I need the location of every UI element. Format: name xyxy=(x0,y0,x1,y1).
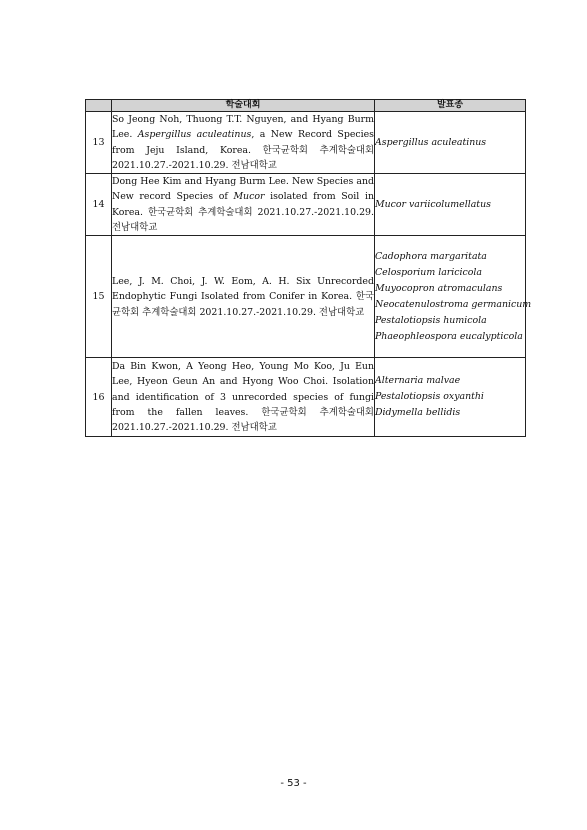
row-number: 16 xyxy=(86,358,112,437)
species-name: Alternaria malvae xyxy=(375,375,461,387)
species-name: Cadophora margaritata xyxy=(375,250,487,262)
species-name: Pestalotiopsis humicola xyxy=(375,314,487,326)
table-header-row xyxy=(86,100,526,112)
species-name: Phaeophleospora eucalypticola xyxy=(375,330,523,342)
species-name: Neocatenulostroma germanicum xyxy=(375,298,532,310)
header-species: 발표종 xyxy=(375,100,526,112)
species-name: Muyocopron atromaculans xyxy=(375,282,503,294)
desc-italic-text: Aspergillus aculeatinus xyxy=(137,129,252,141)
row-number: 14 xyxy=(86,174,112,236)
species-name: Pestalotiopsis oxyanthi xyxy=(375,391,484,403)
page-number: - 53 - xyxy=(280,778,307,789)
species-name: Didymella bellidis xyxy=(375,407,461,419)
species-name: Aspergillus aculeatinus xyxy=(375,136,487,148)
row-species xyxy=(375,174,526,236)
desc-italic-text: Mucor xyxy=(233,191,265,203)
row-description xyxy=(112,174,375,236)
species-name: Mucor variicolumellatus xyxy=(375,198,491,210)
row-species xyxy=(375,236,532,358)
desc-text: , a New Record Species from Jeju Island, Korea. 한국균학회 추계학술대회 2021.10.27.-2021.10.29. 전남대학교 xyxy=(112,129,374,171)
presentation-table xyxy=(85,99,532,437)
desc-text: Lee, J. M. Choi, J. W. Eom, A. H. Six Unrecorded Endophytic Fungi Isolated from Conifer in Korea. 한국균학회 추계학술대회 2021.10.27.-2021.10.29. 전남대학교 xyxy=(112,275,374,318)
desc-text: So Jeong Noh, Thuong T.T. Nguyen, and Hyang Burm Lee. xyxy=(112,114,374,141)
row-species xyxy=(375,112,526,174)
table-row xyxy=(86,358,526,437)
header-number xyxy=(86,100,112,112)
row-species xyxy=(375,358,526,437)
table-row xyxy=(86,174,526,236)
desc-text: Dong Hee Kim and Hyang Burm Lee. New Species and New record Species of xyxy=(112,176,374,203)
table-row xyxy=(86,112,526,174)
desc-text: Da Bin Kwon, A Yeong Heo, Young Mo Koo, Ju Eun Lee, Hyeon Geun An and Hyong Woo Choi. Isolation and identification of 3 unrecorded species of fungi from the fallen leaves. 한국균학회 추계학술대회 2021.10.27.-2021.10.29. 전남대학교 xyxy=(112,361,374,434)
row-number: 13 xyxy=(86,112,112,174)
species-name: Celosporium laricicola xyxy=(375,266,483,278)
table-row xyxy=(86,236,526,358)
row-description xyxy=(112,236,375,358)
desc-text: isolated from Soil in Korea. 한국균학회 추계학술대회 2021.10.27.-2021.10.29. 전남대학교 xyxy=(112,191,374,234)
header-conference: 학술대회 xyxy=(112,100,375,112)
row-description xyxy=(112,112,375,174)
row-description xyxy=(112,358,375,437)
row-number: 15 xyxy=(86,236,112,358)
